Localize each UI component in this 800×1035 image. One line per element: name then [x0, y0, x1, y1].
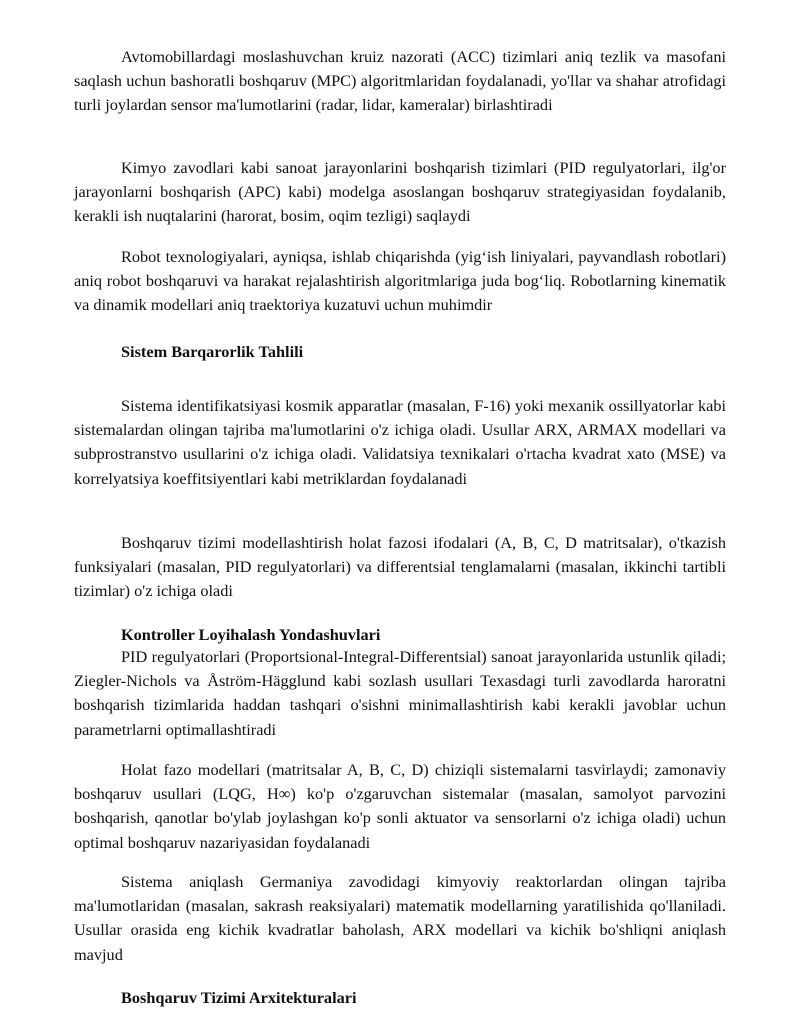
- paragraph-acc: Avtomobillardagi moslashuvchan kruiz nazorati (ACC) tizimlari aniq tezlik va masofani saqlash uchun bashoratli boshqaruv (MPC) algoritmlaridan foydalanadi, yo'llar va shahar atrofidagi turli joylardan sensor ma'lumotlarini (radar, lidar, kameralar) birlashtiradi: [74, 47, 726, 115]
- heading-stability-analysis: Sistem Barqarorlik Tahlili: [121, 342, 304, 361]
- paragraph-modeling: Boshqaruv tizimi modellashtirish holat fazosi ifodalari (A, B, C, D matritsalar), o'tkazish funksiyalari (masalan, PID regulyatorlari) va differentsial tenglamalarni (masalan, ikkinchi tartibli tizimlar) o'z ichiga oladi: [74, 533, 726, 601]
- paragraph-germany-reactors: Sistema aniqlash Germaniya zavodidagi kimyoviy reaktorlardan olingan tajriba ma'lumotlaridan (masalan, sakrash reaksiyalari) matematik modellarning yaratilishida qo'llaniladi. Usullar orasida eng kichik kvadratlar baholash, ARX modellari va kichik bo'shliqni aniqlash mavjud: [74, 872, 726, 964]
- paragraph-system-identification: Sistema identifikatsiyasi kosmik apparatlar (masalan, F-16) yoki mexanik ossillyatorlar kabi sistemalardan olingan tajriba ma'lumotlarini o'z ichiga oladi. Usullar ARX, ARMAX modellari va subprostranstvo usullarini o'z ichiga oladi. Validatsiya texnikalari o'rtacha kvadrat xato (MSE) va korrelyatsiya koeffitsiyentlari kabi metriklardan foydalanadi: [74, 396, 726, 488]
- paragraph-pid: PID regulyatorlari (Proportsional-Integral-Differentsial) sanoat jarayonlarida ustunlik qiladi; Ziegler-Nichols va Åström-Hägglund kabi sozlash usullari Texasdagi turli zavodlarda haroratni boshqarish tizimlarida haddan tashqari o'sishni minimallashtirish kabi kerakli javoblar uchun parametrlarni optimallashtiradi: [74, 647, 726, 739]
- paragraph-state-space: Holat fazo modellari (matritsalar A, B, C, D) chiziqli sistemalarni tasvirlaydi; zamonaviy boshqaruv usullari (LQG, H∞) ko'p o'zgaruvchan sistemalar (masalan, samolyot parvozini boshqarish, qanotlar bo'ylab joylashgan ko'p sonli aktuator va sensorlarni o'z ichiga oladi) uchun optimal boshqaruv nazariyasidan foydalanadi: [74, 760, 726, 852]
- heading-controller-design: Kontroller Loyihalash Yondashuvlari: [121, 625, 381, 644]
- paragraph-robotics: Robot texnologiyalari, ayniqsa, ishlab chiqarishda (yig‘ish liniyalari, payvandlash robotlari) aniq robot boshqaruvi va harakat rejalashtirish algoritmlariga juda bog‘liq. Robotlarning kinematik va dinamik modellari aniq traektoriya kuzatuvi uchun muhimdir: [74, 247, 726, 315]
- heading-control-architectures: Boshqaruv Tizimi Arxitekturalari: [121, 988, 357, 1007]
- paragraph-industrial-control: Kimyo zavodlari kabi sanoat jarayonlarini boshqarish tizimlari (PID regulyatorlari, ilg'or jarayonlarni boshqarish (APC) kabi) modelga asoslangan boshqaruv strategiyasidan foydalanib, kerakli ish nuqtalarini (harorat, bosim, oqim tezligi) saqlaydi: [74, 158, 726, 226]
